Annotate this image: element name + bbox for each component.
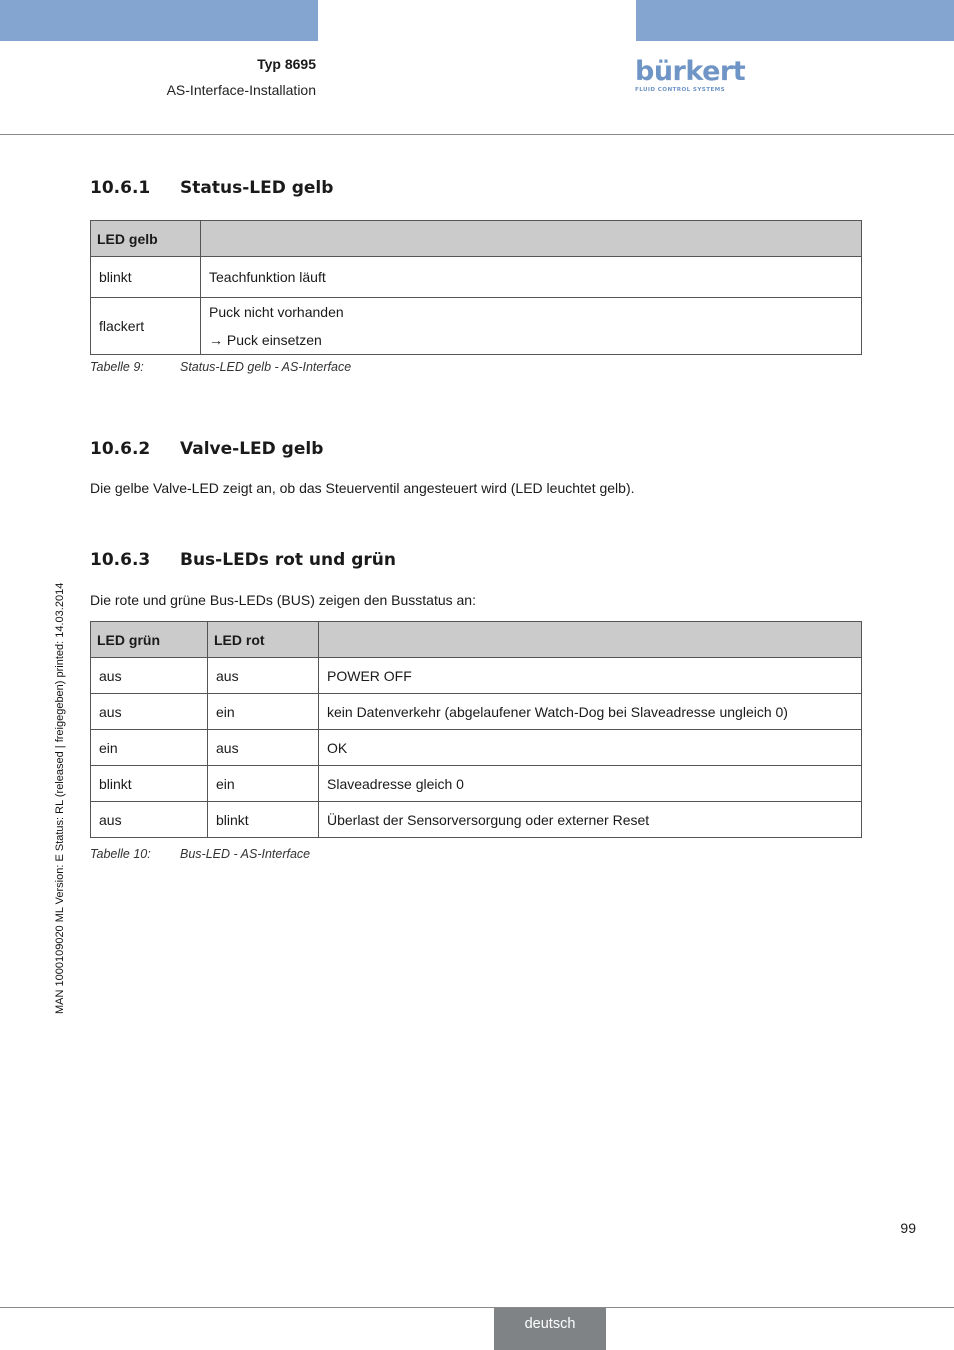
table-row [91,694,862,730]
table-cell: ein [208,766,319,802]
table-row [91,658,862,694]
header-bar-right [636,0,954,41]
table-cell [201,257,862,298]
document-type: Typ 8695 [257,56,316,72]
body-paragraph: Die gelbe Valve-LED zeigt an, ob das Steuerventil angesteuert wird (LED leuchtet gelb). [90,480,635,496]
header-bar-left [0,0,318,41]
column-header [319,622,862,658]
caption-text: Status-LED gelb - AS-Interface [180,360,352,374]
table-cell: ein [208,694,319,730]
table-row [91,730,862,766]
table-cell: kein Datenverkehr (abgelaufener Watch-Dog bei Slaveadresse ungleich 0) [319,694,862,730]
table-caption [90,360,351,374]
footer-divider [0,1307,954,1308]
bus-led-table [90,621,862,838]
status-led-table [90,220,862,355]
chapter-title: AS-Interface-Installation [166,82,316,98]
section-heading-status-led [90,178,333,198]
table-cell: aus [208,658,319,694]
table-row [91,298,862,355]
column-header: LED grün [91,622,208,658]
table-cell: blinkt [91,766,208,802]
caption-number: Tabelle 9: [90,360,144,374]
cell-line: Teachfunktion läuft [209,269,326,285]
section-title: Valve-LED gelb [180,439,324,459]
section-number: 10.6.2 [90,439,151,459]
table-caption [90,847,310,861]
logo-wordmark: bürkert [635,56,746,87]
table-cell: blinkt [208,802,319,838]
table-cell: POWER OFF [319,658,862,694]
column-header: LED gelb [91,221,201,257]
caption-text: Bus-LED - AS-Interface [180,847,311,861]
caption-number: Tabelle 10: [90,847,151,861]
table-cell: aus [91,694,208,730]
table-cell: ein [91,730,208,766]
page-number: 99 [900,1220,916,1236]
table-cell: aus [208,730,319,766]
cell-line: → Puck einsetzen [209,332,322,348]
table-cell: Überlast der Sensorversorgung oder externer Reset [319,802,862,838]
language-tab: deutsch [494,1308,606,1350]
body-paragraph: Die rote und grüne Bus-LEDs (BUS) zeigen den Busstatus an: [90,592,476,608]
section-title: Bus-LEDs rot und grün [180,550,396,570]
section-heading-valve-led [90,439,323,459]
table-cell: aus [91,658,208,694]
section-number: 10.6.3 [90,550,151,570]
table-cell: aus [91,802,208,838]
table-header-row [91,221,862,257]
burkert-logo [635,56,746,98]
section-heading-bus-leds [90,550,396,570]
table-cell: flackert [91,298,201,355]
table-cell: Slaveadresse gleich 0 [319,766,862,802]
section-number: 10.6.1 [90,178,151,198]
table-row [91,802,862,838]
table-cell: blinkt [91,257,201,298]
table-cell [201,298,862,355]
cell-line: Puck nicht vorhanden [209,304,344,320]
table-header-row [91,622,862,658]
table-row [91,766,862,802]
logo-tagline: FLUID CONTROL SYSTEMS [635,87,726,93]
section-title: Status-LED gelb [180,178,334,198]
table-cell: OK [319,730,862,766]
table-row [91,257,862,298]
document-metadata-vertical: MAN 1000109020 ML Version: E Status: RL (released | freigegeben) printed: 14.03.2014 [54,582,66,1014]
column-header: LED rot [208,622,319,658]
column-header [201,221,862,257]
header-divider [0,134,954,135]
